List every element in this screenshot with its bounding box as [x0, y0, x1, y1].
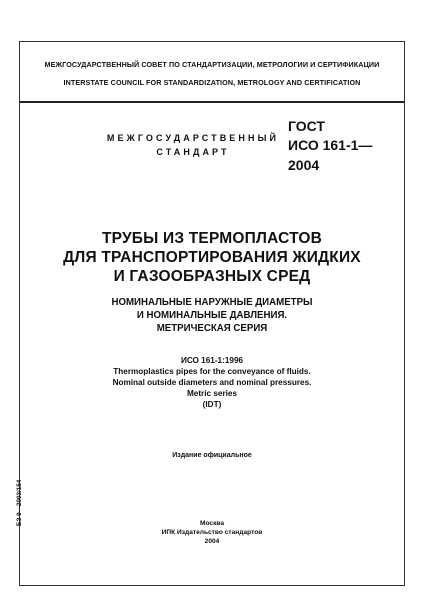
- side-publication-code: БЗ 9—2003/154: [16, 479, 23, 526]
- publisher-footer: [40, 519, 384, 546]
- iso-reference: ИСО 161-1:1996: [180, 356, 244, 365]
- gost-code-line1: ГОСТ: [288, 118, 325, 134]
- english-title-line: Thermoplastics pipes for the conveyance of fluids.: [113, 367, 311, 376]
- title-line: И ГАЗООБРАЗНЫХ СРЕД: [113, 268, 311, 285]
- standard-type-label-line2: СТАНДАРТ: [156, 147, 230, 157]
- subtitle-line: И НОМИНАЛЬНЫЕ ДАВЛЕНИЯ.: [136, 310, 288, 321]
- title-line: ТРУБЫ ИЗ ТЕРМОПЛАСТОВ: [101, 230, 323, 247]
- standard-type-label-line1: МЕЖГОСУДАРСТВЕННЫЙ: [106, 133, 280, 143]
- document-title: [40, 229, 384, 286]
- subtitle-line: НОМИНАЛЬНЫЕ НАРУЖНЫЕ ДИАМЕТРЫ: [111, 297, 313, 308]
- council-header: [19, 41, 405, 103]
- international-standard-reference: [40, 355, 384, 410]
- council-name-en: INTERSTATE COUNCIL FOR STANDARDIZATION, METROLOGY AND CERTIFICATION: [63, 78, 361, 87]
- publication-year: 2004: [204, 538, 220, 545]
- council-name-ru: МЕЖГОСУДАРСТВЕННЫЙ СОВЕТ ПО СТАНДАРТИЗАЦИИ, МЕТРОЛОГИИ И СЕРТИФИКАЦИИ: [44, 60, 380, 69]
- official-edition-note: [40, 452, 384, 459]
- publisher-name: ИПК Издательство стандартов: [161, 529, 263, 536]
- publication-city: Москва: [199, 520, 225, 527]
- equivalence-degree: (IDT): [202, 400, 222, 409]
- english-title-line: Metric series: [186, 389, 238, 398]
- document-subtitle: [40, 296, 384, 335]
- title-line: ДЛЯ ТРАНСПОРТИРОВАНИЯ ЖИДКИХ: [63, 249, 361, 266]
- subtitle-line: МЕТРИЧЕСКАЯ СЕРИЯ: [156, 323, 268, 334]
- official-edition-label: Издание официальное: [172, 452, 252, 459]
- english-title-line: Nominal outside diameters and nominal pressures.: [112, 378, 312, 387]
- gost-code-line2: ИСО 161-1—: [288, 137, 373, 153]
- gost-code-line3: 2004: [288, 157, 320, 173]
